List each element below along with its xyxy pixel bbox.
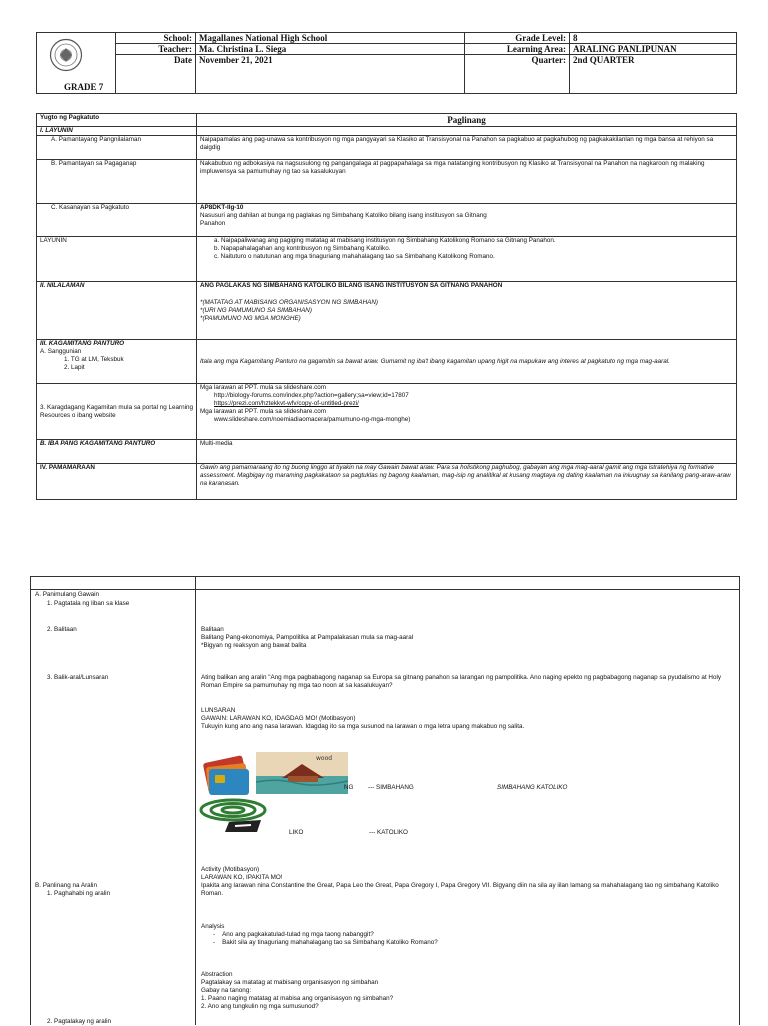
- abstraction-line: 2. Ano ang tungkulin ng mga sumusunod?: [201, 1003, 319, 1010]
- pagtalakay-label: 2. Pagtalakay ng aralin: [47, 1018, 112, 1025]
- layunin-item: a. Naipapaliwanag ang pagiging matatag at mabisang institusyon ng Simbahang Katolikong Romano sa Gitnang Panahon.: [214, 237, 556, 244]
- pamamaraan-text: Gawin ang pamamaraang ito ng buong linggo at tiyakin na may Gawain bawat araw. Para sa holistikong paghubog, gabayan ang mga mag-aaral gamit ang mga istratehiya ng formative assessment. Magbigay ng maraming pagkakataon sa pagtuklas ng bagong kaalaman, mag-isip ng analitikal at kusang magtaya ng dating kaalaman na iniuugnay sa kanilang pang-araw-araw na karanasan.: [197, 464, 737, 500]
- balitaan-line: Balitang Pang-ekonomiya, Pampolitika at Pampalakasan mula sa mag-aaral: [201, 634, 414, 641]
- abstraction-line: Gabay na tanong:: [201, 987, 252, 994]
- karagdagang-label: 3. Karagdagang Kagamitan mula sa portal ng Learning Resources o ibang website: [37, 384, 197, 440]
- kasanayan-text: Nasusuri ang dahilan at bunga ng paglakas ng Simbahang Katoliko bilang isang institusyon sa Gitnang Panahon: [200, 212, 487, 227]
- resource-link[interactable]: www.slideshare.com/noemiadiaomacera/pamumuno-ng-mga-monghe): [214, 416, 411, 423]
- abstraction-line: 1. Paano naging matatag at mabisa ang organisasyon ng simbahan?: [201, 995, 394, 1002]
- analysis-block: [201, 923, 731, 947]
- lunsaran-line: Tukuyin kung ano ang nasa larawan. Idagdag ito sa mga susunod na larawan o mga letra upang makabuo ng salita.: [201, 723, 525, 730]
- balitaan-label: 2. Balitaan: [47, 626, 77, 633]
- nilalaman-item: *(MATATAG AT MABISANG ORGANISASYON NG SIMBAHAN): [200, 299, 378, 306]
- karagdagang-line: Mga larawan at PPT. mula sa slideshare.com: [200, 408, 326, 415]
- puzzle-ng: NG: [344, 784, 354, 791]
- column-header-yugto: Yugto ng Pagkatuto: [37, 114, 197, 127]
- pamantayan-sa-pagaganap-label: B. Pamantayan sa Pagaganap: [37, 160, 197, 204]
- analysis-label: Analysis: [201, 923, 225, 930]
- lunsaran-block: [201, 707, 731, 731]
- school-value: Magallanes National High School: [196, 33, 465, 44]
- layunin-item: c. Naituturo o natutunan ang mga tinaguriang mahahalagang tao sa Simbahang Katolikong Romano.: [214, 253, 495, 260]
- kagamitan-cell: [37, 340, 197, 384]
- quarter-value: 2nd QUARTER: [570, 55, 737, 94]
- kasanayan-code: AP8DKT-IIg-10: [200, 204, 244, 211]
- puzzle-katoliko: --- KATOLIKO: [369, 829, 408, 836]
- panimulang-gawain-label: A. Panimulang Gawain: [35, 591, 100, 598]
- flooded-house-image: [256, 752, 348, 794]
- nilalaman-item: *(PAMUMUNO NG MGA MONGHE): [200, 315, 301, 322]
- abstraction-block: [201, 971, 731, 1011]
- sim-cards-image: [199, 753, 255, 797]
- balik-aral-text: Ating balikan ang aralin "Ang mga pagbabagong naganap sa Europa sa gitnang panahon sa larangan ng pampolitika. Ano naging epekto ng pagbabagong naganap sa pyudalismo at Holy Roman Empire sa pamumuhay ng mga tao noon at sa kasalukuyan?: [201, 674, 722, 689]
- pamantayang-pangnilalaman-label: A. Pamantayang Pangnilalaman: [37, 136, 197, 160]
- pamantayang-pangnilalaman-text: Naipapamalas ang pag-unawa sa kontribusyon ng mga pangyayari sa Klasiko at Transisyonal na Panahon sa pagkabuo at pagkahubog ng pagkakakilanlan ng mga bansa at rehiyon sa daigdig: [197, 136, 737, 160]
- analysis-item: - Ano ang pagkakatulad-tulad ng mga taong nabanggit?: [213, 931, 374, 938]
- karagdagang-line: Mga larawan at PPT. mula sa slideshare.com: [200, 384, 326, 391]
- nilalaman-cell: [197, 282, 737, 340]
- karagdagang-cell: [197, 384, 737, 440]
- activity-line: LARAWAN KO, IPAKITA MO!: [201, 874, 283, 881]
- date-label: Date: [116, 55, 196, 94]
- puzzle-simbahang: --- SIMBAHANG: [368, 784, 414, 791]
- school-label: School:: [116, 33, 196, 44]
- learning-area-value: ARALING PANLIPUNAN: [570, 44, 737, 55]
- lesson-table: [36, 113, 737, 500]
- puzzle-answer-simbahang-katoliko: SIMBAHANG KATOLIKO: [497, 784, 568, 791]
- layunin-item: b. Napapahalagahan ang kontribusyon ng Simbahang Katoliko.: [214, 245, 391, 252]
- balitaan-line: Balitaan: [201, 626, 224, 633]
- lunsaran-line: LUNSARAN: [201, 707, 236, 714]
- grade-level-value: 8: [570, 33, 737, 44]
- analysis-item-text: Ano ang pagkakatulad-tulad ng mga taong nabanggit?: [222, 931, 374, 938]
- kasanayan-label: C. Kasanayan sa Pagkatuto: [37, 204, 197, 237]
- abstraction-line: Pagtalakay sa matatag at mabisang organisasyon ng simbahan: [201, 979, 379, 986]
- date-value: November 21, 2021: [196, 55, 465, 94]
- procedure-table: [30, 576, 740, 1025]
- resource-link[interactable]: http://biology-forums.com/index.php?action=gallery;sa=view;id=17807: [214, 392, 409, 399]
- learning-area-label: Learning Area:: [465, 44, 570, 55]
- puzzle-liko: LIKO: [289, 829, 304, 836]
- kagamitan-text: Itala ang mga Kagamitang Panturo na gagamitin sa bawat araw. Gumamit ng iba't ibang kagamitan upang higit na mapukaw ang interes at pagkatuto ng mga mag-aaral.: [197, 340, 737, 384]
- balitaan-block: [201, 626, 731, 650]
- sanggunian-label: A. Sanggunian: [40, 348, 82, 355]
- lunsaran-line: GAWAIN: LARAWAN KO, IDAGDAG MO! (Motibasyon): [201, 715, 356, 722]
- sanggunian-item: 1. TG at LM, Teksbuk: [64, 356, 124, 363]
- nilalaman-title: ANG PAGLAKAS NG SIMBAHANG KATOLIKO BILANG ISANG INSTITUSYON SA GITNANG PANAHON: [200, 282, 503, 289]
- grade-label: GRADE 7: [64, 82, 104, 92]
- teacher-value: Ma. Christina L. Siega: [196, 44, 465, 55]
- wood-label: wood: [316, 755, 333, 762]
- mosquito-coil-image: [199, 798, 271, 834]
- paghahabi-label: 1. Paghahabi ng aralin: [47, 890, 111, 897]
- kasanayan-cell: [197, 204, 737, 237]
- iba-label: B. IBA PANG KAGAMITANG PANTURO: [37, 440, 197, 464]
- iba-text: Multi-media: [197, 440, 737, 464]
- balik-aral-label: 3. Balik-aral/Lunsaran: [47, 674, 109, 681]
- header-table: [36, 32, 737, 94]
- header-row-divider: [31, 589, 739, 590]
- grade-level-label: Grade Level:: [465, 33, 570, 44]
- kagamitan-label: III. KAGAMITANG PANTURO: [40, 340, 125, 347]
- column-header-paglinang: Paglinang: [197, 114, 737, 127]
- resource-link[interactable]: https://prezi.com/hztekkvt-wfv/copy-of-untitled-prezi/: [214, 400, 359, 407]
- column-divider: [195, 577, 196, 1025]
- pagtatala-label: 1. Pagtatala ng liban sa klase: [47, 600, 130, 607]
- teacher-label: Teacher:: [116, 44, 196, 55]
- pamantayan-sa-pagaganap-text: Nakabubuo ng adbokasiya na nagsusulong ng pangangalaga at pagpapahalaga sa mga natatanging kontribusyon ng Klasiko at Transisyonal na Panahon na nagkaroon ng malaking impluwensya sa pamumuhay ng tao sa kasalukuyan: [197, 160, 737, 204]
- activity-line: Ipakita ang larawan nina Constantine the Great, Papa Leo the Great, Papa Gregory I, Papa Gregory VII. Bigyang diin na sila ay iilan lamang sa mahahalagang tao ng simbahang Katoliko Roman.: [201, 882, 719, 897]
- layunin-label: LAYUNIN: [37, 237, 197, 282]
- panlinang-label: B. Panlinang na Aralin: [35, 882, 97, 889]
- layunin-list: [197, 237, 737, 282]
- activity-block: [201, 866, 731, 898]
- logo-cell: [37, 33, 116, 94]
- layunin-title: I. LAYUNIN: [37, 127, 197, 136]
- sanggunian-item: 2. Lapit: [64, 364, 85, 371]
- quarter-label: Quarter:: [465, 55, 570, 94]
- analysis-item-text: Bakit sila ay tinaguriang mahahalagang tao sa Simbahang Katoliko Romano?: [222, 939, 438, 946]
- deped-seal-icon: [49, 38, 83, 72]
- pamamaraan-label: IV. PAMAMARAAN: [37, 464, 197, 500]
- nilalaman-label: II. NILALAMAN: [37, 282, 197, 340]
- balitaan-line: *Bigyan ng reaksyon ang bawat balita: [201, 642, 307, 649]
- activity-line: Activity (Motibasyon): [201, 866, 260, 873]
- nilalaman-item: *(URI NG PAMUMUNO SA SIMBAHAN): [200, 307, 312, 314]
- abstraction-line: Abstraction: [201, 971, 233, 978]
- analysis-item: - Bakit sila ay tinaguriang mahahalagang tao sa Simbahang Katoliko Romano?: [213, 939, 438, 946]
